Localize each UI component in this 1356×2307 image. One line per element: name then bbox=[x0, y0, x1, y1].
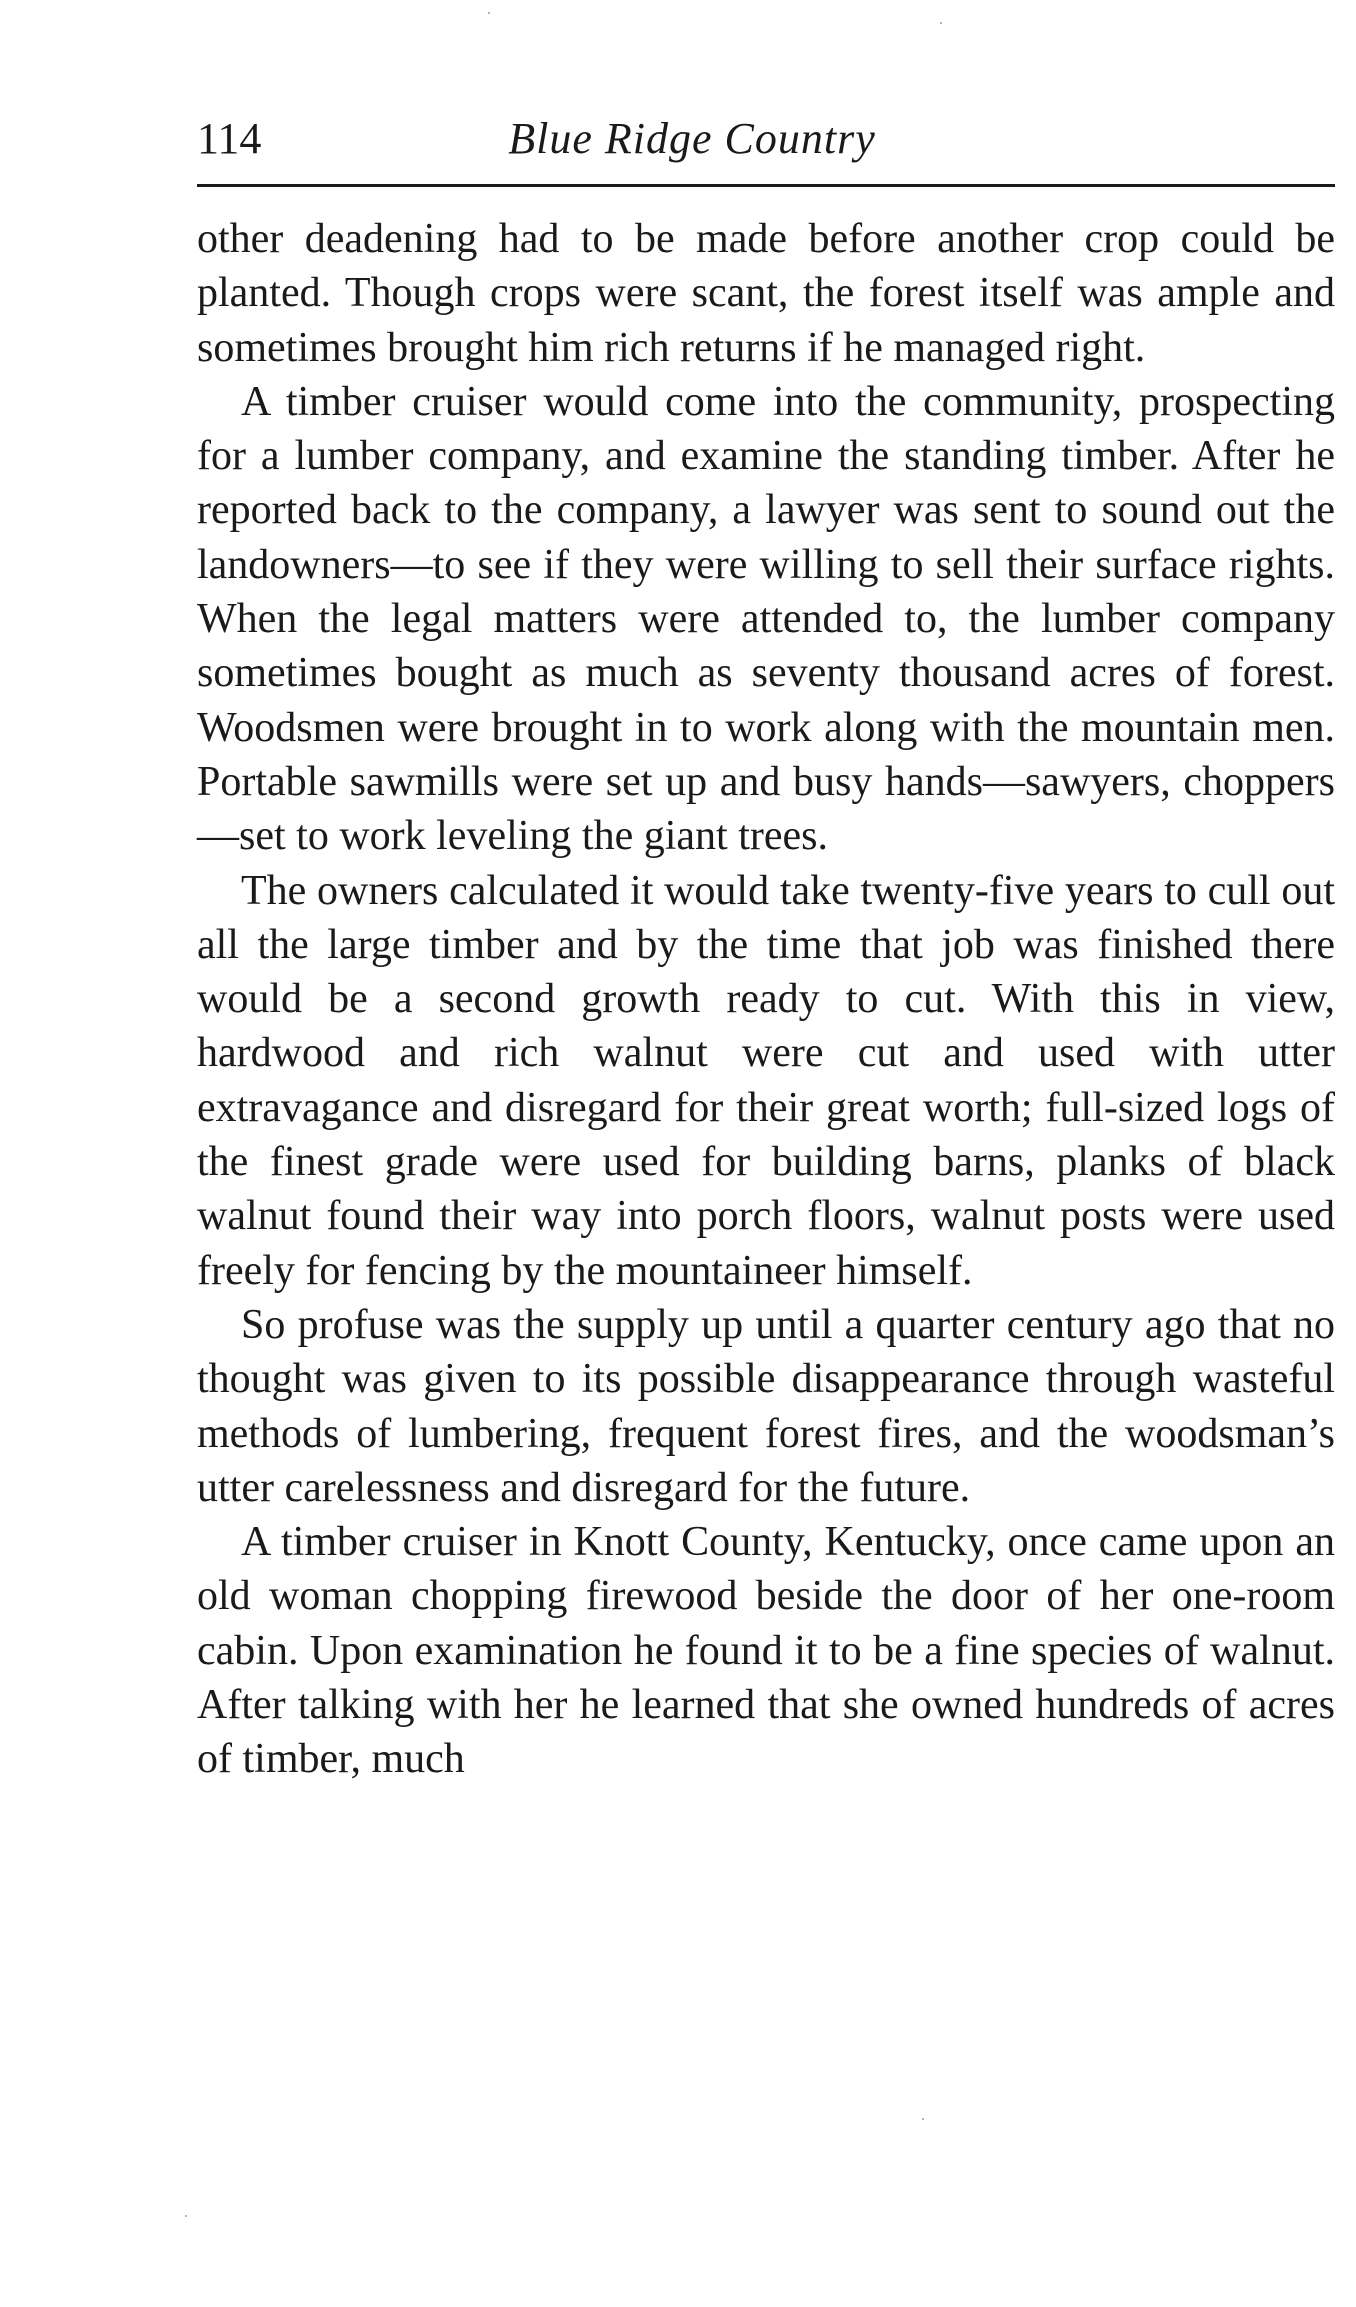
paragraph-2: A timber cruiser would come into the community, prospecting for a lumber company, and examine the standing timber. After he reported back to the company, a lawyer was sent to sound out the landowners—to see if they were willing to sell their surface rights. When the legal matters were attended to, the lumber company sometimes bought as much as seventy thousand acres of forest. Woodsmen were brought in to work along with the mountain men. Portable sawmills were set up and busy hands—sawyers, choppers—set to work leveling the giant trees. bbox=[197, 378, 1335, 860]
paper-speck bbox=[940, 22, 942, 24]
paragraph-4: So profuse was the supply up until a quarter century ago that no thought was given to its possible disappearance through wasteful methods of lumbering, frequent forest fires, and the woodsman’s utter carelessness and disregard for the future. bbox=[197, 1301, 1335, 1511]
page-header bbox=[197, 104, 1337, 174]
paper-speck bbox=[185, 2215, 187, 2217]
paragraph-5: A timber cruiser in Knott County, Kentucky, once came upon an old woman chopping firewood beside the door of her one-room cabin. Upon examination he found it to be a fine species of walnut. After talking with her he learned that she owned hundreds of acres of timber, much bbox=[197, 1519, 1335, 1783]
header-rule bbox=[197, 184, 1335, 187]
paragraph-1: other deadening had to be made before another crop could be planted. Though crops were scant, the forest itself was ample and sometimes brought him rich returns if he managed right. bbox=[197, 216, 1335, 371]
page-number: 114 bbox=[197, 114, 262, 163]
paper-speck bbox=[922, 2118, 924, 2120]
body-text bbox=[197, 212, 1335, 1787]
running-head-title: Blue Ridge Country bbox=[508, 114, 876, 163]
paragraph-3: The owners calculated it would take twenty-five years to cull out all the large timber and by the time that job was finished there would be a second growth ready to cut. With this in view, hardwood and rich walnut were cut and used with utter extravagance and disregard for their great worth; full-sized logs of the finest grade were used for building barns, planks of black walnut found their way into porch floors, walnut posts were used freely for fencing by the mountaineer himself. bbox=[197, 867, 1335, 1294]
paper-speck bbox=[488, 12, 490, 14]
